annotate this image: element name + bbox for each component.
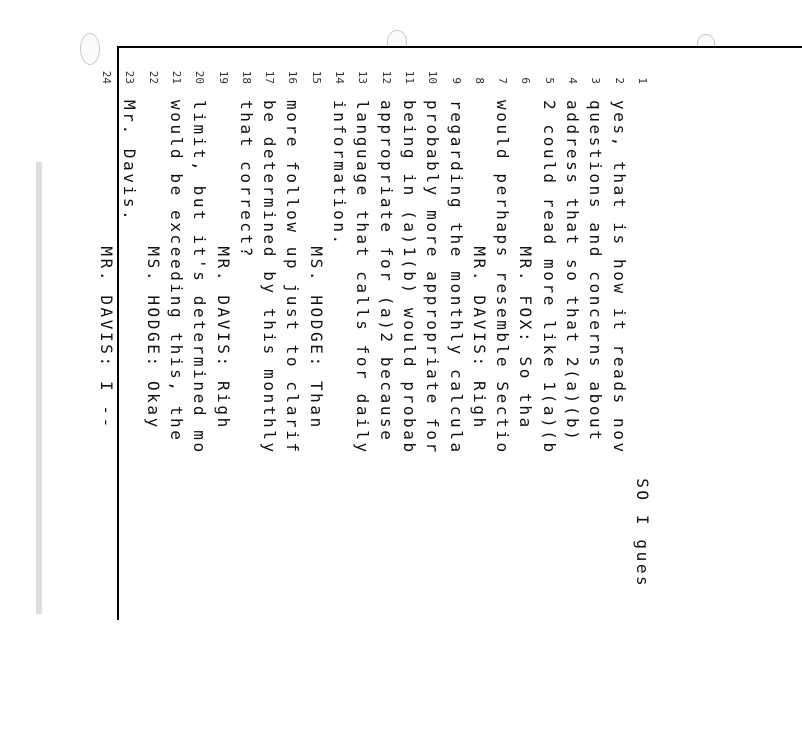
- transcript-line: [353, 48, 371, 748]
- line-text: information.: [330, 100, 350, 247]
- line-number: 14: [333, 70, 347, 84]
- line-number: 17: [263, 70, 277, 84]
- line-text: more follow up just to clarif: [283, 100, 303, 455]
- line-number: 3: [589, 77, 603, 84]
- line-text: limit, but it's determined mo: [190, 100, 210, 455]
- line-number: 15: [309, 70, 323, 84]
- line-text: MR. DAVIS: Righ: [469, 246, 489, 430]
- line-text: regarding the monthly calcula: [446, 100, 466, 455]
- line-text: probably more appropriate for: [423, 100, 443, 455]
- rotated-transcript: [97, 48, 686, 620]
- line-text: 2 could read more like 1(a)(b: [539, 100, 559, 455]
- line-number: 18: [239, 70, 253, 84]
- line-text: being in (a)1(b) would probab: [400, 100, 419, 455]
- transcript-line: [237, 48, 255, 748]
- transcript-line: [563, 48, 581, 748]
- scan-edge-shadow: [36, 162, 42, 614]
- transcript-line: [144, 48, 162, 748]
- line-number: 23: [123, 70, 137, 84]
- transcript-line: [540, 48, 558, 748]
- line-number: 6: [519, 77, 533, 84]
- line-text: MS. HODGE: Than: [306, 246, 326, 430]
- line-number: 20: [193, 70, 207, 84]
- line-number: 8: [472, 77, 486, 84]
- transcript-line: [633, 48, 651, 748]
- transcript-line: [610, 48, 628, 748]
- line-text: that correct?: [236, 100, 256, 260]
- line-number: 16: [286, 70, 300, 84]
- transcript-line: [167, 48, 185, 748]
- transcript-line: [517, 48, 535, 748]
- line-text: address that so that 2(a)(b): [563, 100, 583, 443]
- line-number: 22: [146, 70, 160, 84]
- line-number: 4: [566, 77, 580, 84]
- transcript-line: [190, 48, 208, 748]
- line-text: appropriate for (a)2 because: [376, 100, 396, 443]
- transcript-line: [260, 48, 278, 748]
- line-text: would perhaps resemble Sectio: [493, 100, 513, 455]
- line-number: 12: [379, 70, 393, 84]
- transcript-line: [400, 48, 418, 748]
- line-text: questions and concerns about: [586, 100, 606, 443]
- line-number: 1: [636, 77, 649, 84]
- line-text: yes, that is how it reads nov: [609, 100, 629, 455]
- line-text: Mr. Davis.: [120, 100, 140, 223]
- line-text: would be exceeding this, the: [167, 100, 186, 443]
- transcript-line: [493, 48, 511, 748]
- line-number: 2: [612, 77, 626, 84]
- line-text: MR. DAVIS: I --: [97, 246, 117, 430]
- line-number: 24: [100, 70, 114, 84]
- line-number: 10: [426, 70, 440, 84]
- transcript-line: [214, 48, 232, 748]
- line-number: 13: [356, 70, 370, 84]
- line-number: 19: [216, 70, 230, 84]
- line-number: 5: [542, 77, 556, 84]
- transcript-line: [120, 48, 138, 748]
- transcript-line: [470, 48, 488, 748]
- transcript-line: [377, 48, 395, 748]
- transcript-line: [284, 48, 302, 748]
- transcript-line: [423, 48, 441, 748]
- line-text: MR. DAVIS: Righ: [213, 246, 233, 430]
- line-text: be determined by this monthly: [260, 100, 280, 455]
- line-text: MS. HODGE: Okay: [143, 246, 163, 430]
- transcript-line: [330, 48, 348, 748]
- line-text: language that calls for daily: [353, 100, 373, 455]
- line-number: 21: [170, 70, 183, 84]
- transcript-line: [447, 48, 465, 748]
- transcript-line: [307, 48, 325, 748]
- transcript-line: [97, 48, 115, 748]
- line-number: 9: [449, 77, 463, 84]
- line-text: MR. FOX: So tha: [516, 246, 536, 430]
- transcript-page: [97, 46, 802, 620]
- line-text: SO I gues: [633, 478, 652, 589]
- line-number: 11: [403, 70, 416, 84]
- line-number: 7: [496, 77, 510, 84]
- transcript-line: [586, 48, 604, 748]
